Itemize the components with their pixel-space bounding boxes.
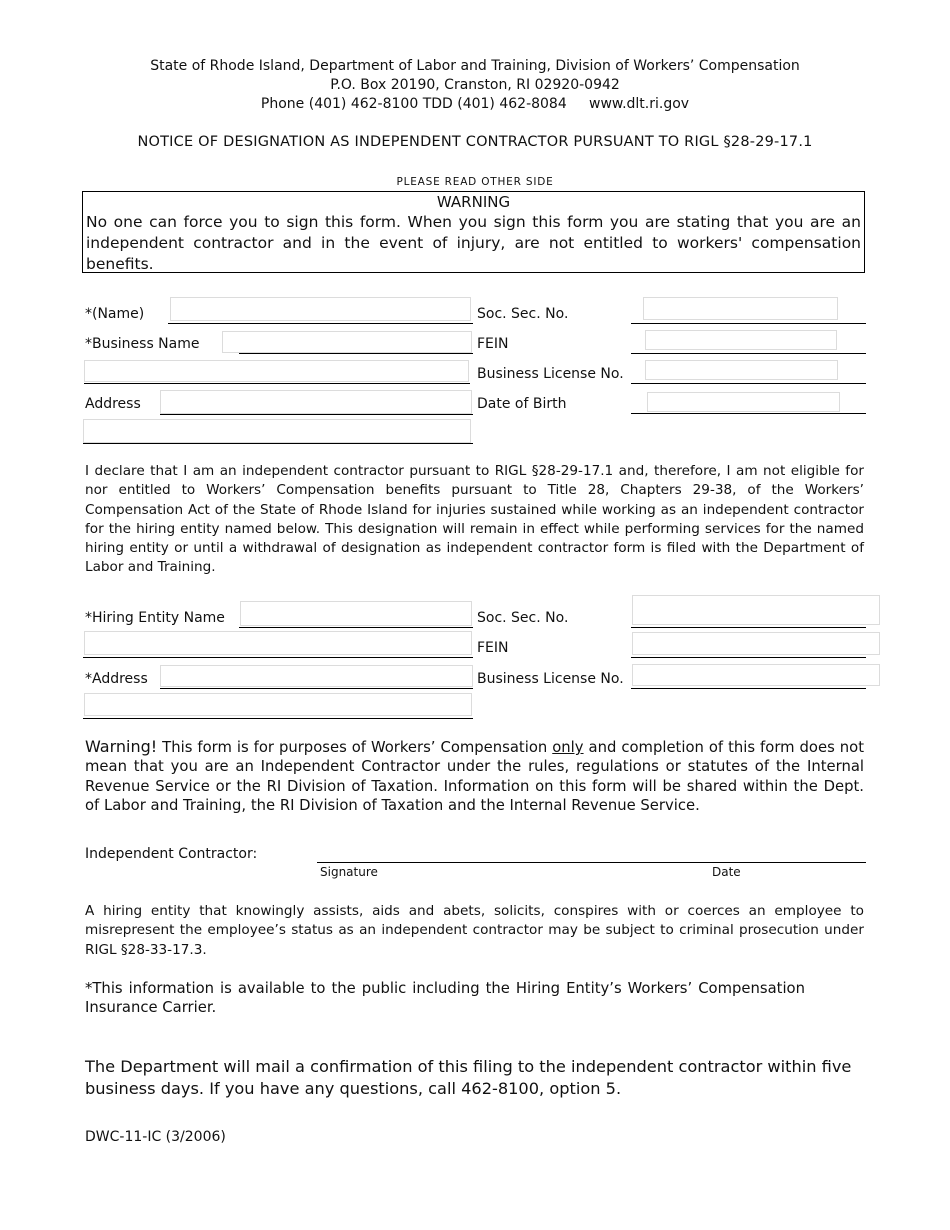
hiring-entity-name-field-2[interactable] xyxy=(84,631,472,655)
hiring-entity-name-underline-2 xyxy=(83,657,473,658)
signature-field[interactable] xyxy=(318,840,865,862)
hiring-license-field[interactable] xyxy=(632,664,880,686)
hiring-ssn-label: Soc. Sec. No. xyxy=(477,610,569,626)
business-name-field-2[interactable] xyxy=(84,360,469,382)
public-info-note: *This information is available to the public including the Hiring Entity’s Workers’ Compensation Insurance Carrier. xyxy=(85,980,805,1017)
address-underline-2 xyxy=(83,443,473,444)
fein-underline xyxy=(631,353,866,354)
ssn-field[interactable] xyxy=(643,297,838,320)
warning-only: only xyxy=(552,739,584,756)
fein-field[interactable] xyxy=(645,330,837,350)
business-license-underline xyxy=(631,383,866,384)
dob-field[interactable] xyxy=(647,392,840,412)
hiring-fein-field[interactable] xyxy=(632,632,880,655)
address-underline xyxy=(160,414,473,415)
business-license-label: Business License No. xyxy=(477,366,624,382)
business-name-underline xyxy=(239,353,473,354)
dob-underline xyxy=(631,413,866,414)
form-title: NOTICE OF DESIGNATION AS INDEPENDENT CONTRACTOR PURSUANT TO RIGL §28-29-17.1 xyxy=(137,134,813,150)
name-field[interactable] xyxy=(170,297,471,321)
warning-part1: This form is for purposes of Workers’ Compensation xyxy=(157,739,553,756)
hiring-ssn-underline xyxy=(631,627,866,628)
confirmation-note: The Department will mail a confirmation of this filing to the independent contractor within five business days. If you have any questions, call 462-8100, option 5. xyxy=(85,1057,852,1098)
fein-label: FEIN xyxy=(477,336,509,352)
agency-contact: Phone (401) 462-8100 TDD (401) 462-8084 www.dlt.ri.gov xyxy=(260,96,690,112)
business-name-label: *Business Name xyxy=(85,336,200,352)
hiring-entity-name-label: *Hiring Entity Name xyxy=(85,610,225,626)
hiring-ssn-field[interactable] xyxy=(632,595,880,625)
address-label: Address xyxy=(85,396,141,412)
hiring-address-underline-2 xyxy=(83,718,473,719)
signature-line xyxy=(317,862,866,863)
hiring-entity-name-field[interactable] xyxy=(240,601,472,626)
declaration-paragraph: I declare that I am an independent contractor pursuant to RIGL §28-29-17.1 and, therefore, I am not eligible for nor entitled to Workers’ Compensation benefits pursuant to Title 28, Chapters 29-38, of the Workers’ Compensation Act of the State of Rhode Island for injuries sustained while working as an independent contractor for the hiring entity named below. This designation will remain in effect while performing services for the named hiring entity or until a withdrawal of designation as independent contractor form is filed with the Department of Labor and Training. xyxy=(85,463,864,576)
address-field-2[interactable] xyxy=(83,419,471,443)
hiring-fein-underline xyxy=(631,657,866,658)
form-number: DWC-11-IC (3/2006) xyxy=(85,1129,226,1145)
business-name-field[interactable] xyxy=(222,331,472,353)
dob-label: Date of Birth xyxy=(477,396,567,412)
hiring-address-label: *Address xyxy=(85,671,148,687)
hiring-license-label: Business License No. xyxy=(477,671,624,687)
warning-heading: WARNING xyxy=(436,193,511,211)
hiring-address-field-2[interactable] xyxy=(84,693,472,716)
address-field[interactable] xyxy=(160,390,472,414)
ssn-underline xyxy=(631,323,866,324)
business-license-field[interactable] xyxy=(645,360,838,380)
hiring-fein-label: FEIN xyxy=(477,640,509,656)
please-read-note: PLEASE READ OTHER SIDE xyxy=(396,176,554,188)
name-label: *(Name) xyxy=(85,306,145,322)
business-name-underline-2 xyxy=(84,383,470,384)
name-underline xyxy=(168,323,473,324)
warning-lead: Warning! xyxy=(85,737,158,756)
warning-text: No one can force you to sign this form. When you sign this form you are stating that you are an independent contractor and in the event of injury, are not entitled to workers' compensation benefits. xyxy=(86,213,861,273)
date-caption: Date xyxy=(712,865,741,879)
warning-part2: and completion of this form does not mean that you are an Independent Contractor under the rules, regulations or statutes of the Internal Revenue Service or the RI Division of Taxation. Information on this form will be shared within the Dept. of Labor and Training, the RI Division of Taxation and the Internal Revenue Service. xyxy=(85,739,864,815)
agency-address: P.O. Box 20190, Cranston, RI 02920-0942 xyxy=(330,77,620,93)
independent-contractor-label: Independent Contractor: xyxy=(85,846,258,862)
agency-name: State of Rhode Island, Department of Labor and Training, Division of Workers’ Compensation xyxy=(150,58,800,74)
ssn-label: Soc. Sec. No. xyxy=(477,306,569,322)
hiring-entity-name-underline xyxy=(239,627,473,628)
warning-paragraph xyxy=(85,737,864,816)
hiring-license-underline xyxy=(631,688,866,689)
signature-caption: Signature xyxy=(320,865,378,879)
hiring-address-underline xyxy=(160,688,473,689)
hiring-entity-notice: A hiring entity that knowingly assists, aids and abets, solicits, conspires with or coerces an employee to misrepresent the employee’s status as an independent contractor may be subject to criminal prosecution under RIGL §28-33-17.3. xyxy=(85,903,864,958)
hiring-address-field[interactable] xyxy=(160,665,473,687)
warning-box xyxy=(82,191,865,273)
